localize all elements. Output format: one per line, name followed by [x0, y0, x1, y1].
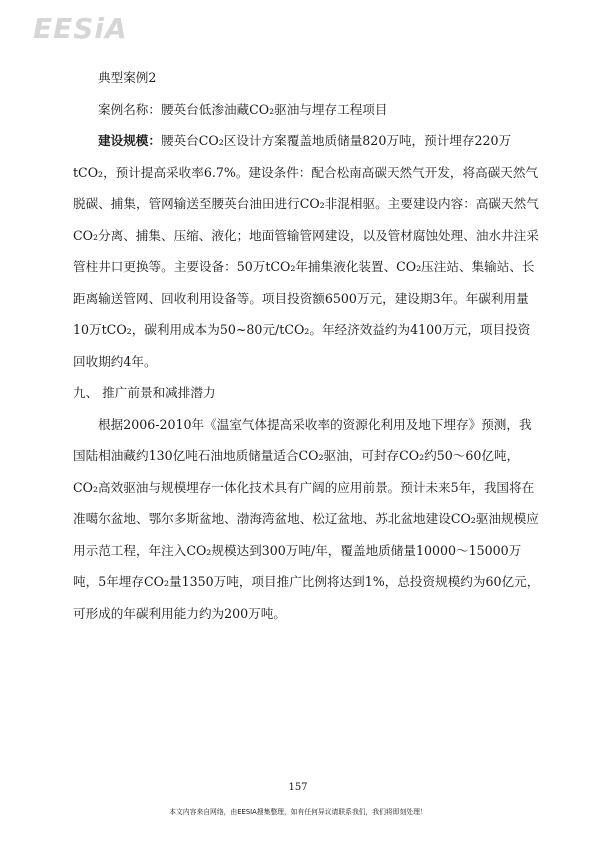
document-body [73, 62, 540, 629]
construction-scale-text: 腰英台CO₂区设计方案覆盖地质储量820万吨，预计埋存220万tCO₂，预计提高采收率6.7%。建设条件：配合松南高碳天然气开发，将高碳天然气脱碳、捕集，管网输送至腰英台油田进行CO₂非混相驱。主要建设内容：高碳天然气CO₂分离、捕集、压缩、液化；地面管输管网建设，以及管材腐蚀处理、油水井注采管柱井口更换等。主要设备：50万tCO₂年捕集液化装置、CO₂压注站、集输站、长距离输送管网、回收利用设备等。项目投资额6500万元，建设期3年。年碳利用量10万tCO₂，碳利用成本为50~80元/tCO₂。年经济效益约为4100万元，项目投资回收期约4年。 [73, 133, 539, 369]
footer-disclaimer: 本文内容来自网络，由EESIA搜集整理，如有任何异议请联系我们，我们将即刻处理！ [169, 808, 427, 816]
page-number: 157 [288, 782, 308, 793]
construction-scale-label: 建设规模： [98, 133, 161, 148]
case-name: 案例名称：腰英台低渗油藏CO₂驱油与埋存工程项目 [98, 101, 388, 117]
case-heading: 典型案例2 [98, 70, 157, 85]
construction-scale-paragraph [73, 125, 540, 377]
promotion-paragraph: 根据2006-2010年《温室气体提高采收率的资源化利用及地下埋存》预测，我国陆相油藏约130亿吨石油地质储量适合CO₂驱油，可封存CO₂约50～60亿吨，CO₂高效驱油与规模埋存一体化技术具有广阔的应用前景。预计未来5年，我国将在准噶尔盆地、鄂尔多斯盆地、渤海湾盆地、松辽盆地、苏北盆地建设CO₂驱油规模应用示范工程，年注入CO₂规模达到300万吨/年，覆盖地质储量10000～15000万吨，5年埋存CO₂量1350万吨，项目推广比例将达到1%，总投资规模约为60亿元，可形成的年碳利用能力约为200万吨。 [73, 416, 540, 621]
eesia-logo: EESiA [33, 12, 128, 45]
section-heading: 九、 推广前景和减排潜力 [73, 385, 216, 400]
